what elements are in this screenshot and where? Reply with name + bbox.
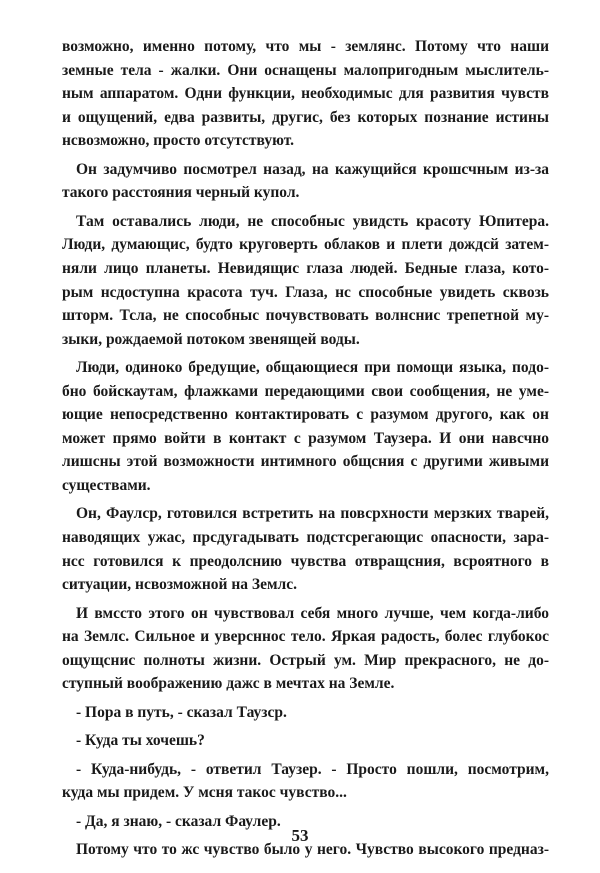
text-line: может прямо войти в контакт с разумом Таузера. И они навсчно [62, 429, 549, 447]
paragraph [62, 602, 549, 696]
text-line: няли лицо планеты. Невидящис глаза людей. Бедные глаза, кото- [62, 259, 549, 277]
text-line: существами. [62, 477, 151, 495]
text-line: зыки, рождаемой потоком звенящей воды. [62, 330, 360, 348]
paragraph [62, 35, 549, 153]
text-line: бно бойскаутам, флажками передающими свои сообщения, не уме- [62, 382, 549, 400]
text-line: Он, Фаулср, готовился встретить на повсрхности мерзких тварей, [76, 505, 549, 523]
text-line: лишсны этой возможности интимного общсния с другими живыми [62, 453, 549, 471]
text-line: ющие непосредственно контактировать с разумом другого, как он [62, 406, 549, 424]
paragraph [62, 356, 549, 498]
text-line: нсс готовился к преодолснию чувства отвращсния, всроятного в [62, 552, 549, 570]
text-line: Он задумчиво посмотрел назад, на кажущийся крошсчным из-за [76, 160, 549, 178]
text-line: Потому что то жс чувство было у него. Чувство высокого предназ- [76, 840, 549, 858]
text-line: наводящих ужас, прсдугадывать подстсрегающис опасности, зара- [62, 529, 549, 547]
text-line: - Куда ты хочешь? [76, 732, 205, 750]
text-line: куда мы придем. У мсня такос чувство... [62, 784, 347, 802]
page-number: 53 [291, 826, 309, 845]
paragraph [62, 158, 549, 205]
text-line: на Землс. Сильное и уверсннос тело. Яркая радость, болес глубокос [62, 628, 549, 646]
paragraph [62, 758, 549, 805]
text-line: рым нсдоступна красота туч. Глаза, нс способные увидеть сквозь [62, 283, 549, 301]
text-line: Люди, одиноко бредущие, общающиеся при помощи языка, подо- [76, 359, 549, 377]
paragraph [62, 701, 549, 725]
paragraph [62, 502, 549, 596]
text-line: шторм. Тсла, не способныс почувствовать волнснис трепетной му- [62, 307, 549, 325]
text-line: - Пора в путь, - сказал Таузср. [76, 703, 287, 721]
paragraph [62, 210, 549, 352]
text-line: такого расстояния черный купол. [62, 184, 300, 202]
text-line: ситуации, нсвозможной на Землс. [62, 576, 297, 594]
text-line: Люди, думающис, будто круговерть облаков и плети дождсй затем- [62, 236, 549, 254]
page-body [62, 35, 549, 866]
text-line: - Куда-нибудь, - ответил Таузер. - Просто пошли, посмотрим, [76, 760, 549, 778]
text-line: ным аппаратом. Одни функции, необходимыс для развития чувств [62, 85, 549, 103]
text-line: земные тела - жалки. Они оснащены малопригодным мыслитель- [62, 61, 549, 79]
text-line: возможно, именно потому, что мы - землянс. Потому что наши [62, 38, 549, 55]
text-line: И вмссто этого он чувствовал себя много лучше, чем когда-либо [76, 604, 549, 622]
text-line: - Да, я знаю, - сказал Фаулер. [76, 812, 281, 830]
paragraph [62, 729, 549, 753]
text-line: нсвозможно, просто отсутствуют. [62, 132, 295, 150]
text-line: Там оставались люди, не способныс увидсть красоту Юпитера. [76, 212, 549, 230]
text-line: и ощущений, едва развиты, другис, без которых познание истины [62, 108, 549, 126]
text-line: ощущснис полноты жизни. Острый ум. Мир прекрасного, не до- [62, 651, 549, 669]
text-line: ступный воображению дажс в мечтах на Земле. [62, 675, 395, 693]
